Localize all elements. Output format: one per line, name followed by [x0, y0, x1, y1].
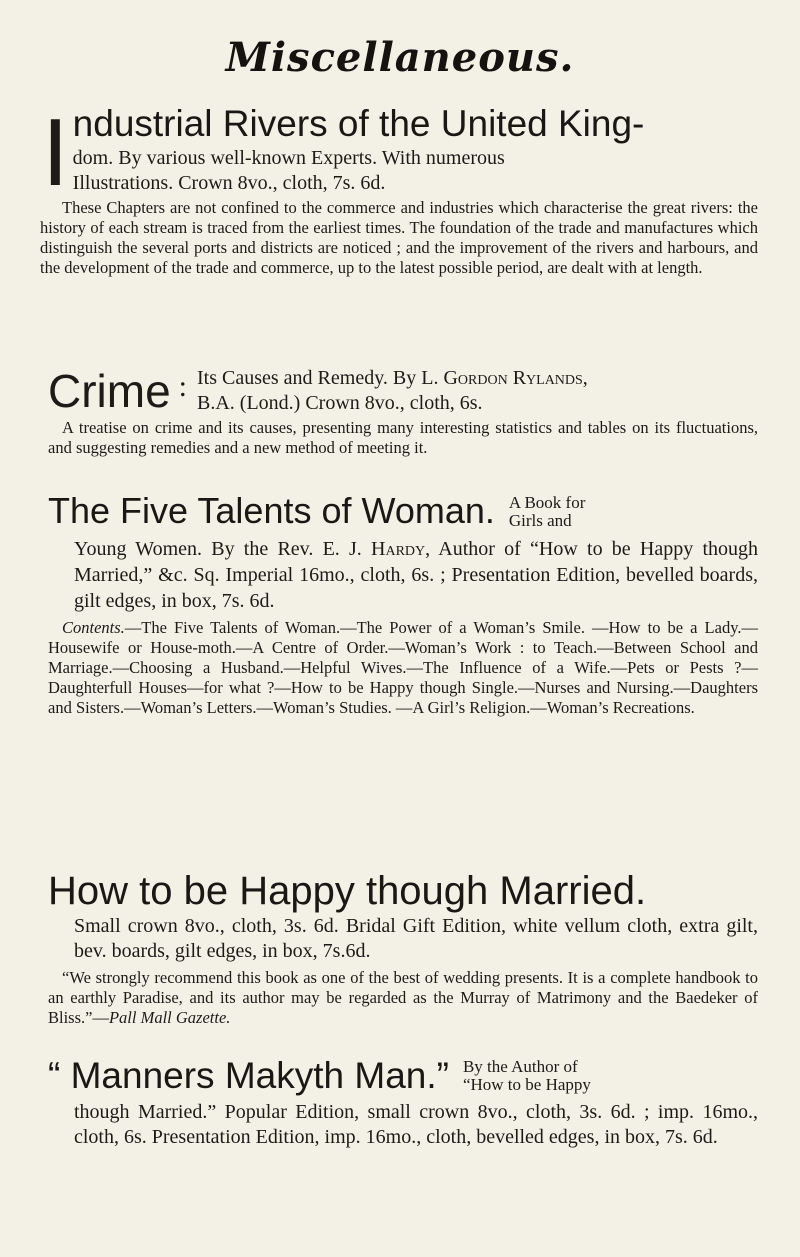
contents-label: Contents. [62, 618, 125, 637]
entry-five-talents [48, 490, 758, 718]
side-note: A Book for [508, 493, 586, 512]
entry-title: ndustrial Rivers of the United King- [72, 103, 645, 144]
review-quote: “We strongly recommend this book as one of the best of wedding presents. It is a complete handbook to an earthly Paradise, and its author may be regarded as the Murray of Matrimony and the Baedeker of Bliss.”— [48, 968, 758, 1027]
entry-body: though Married.” Popular Edition, small crown 8vo., cloth, 3s. 6d. ; imp. 16mo., cloth, 6s. Presentation Edition, imp. 16mo., cloth, bevelled edges, in box, 7s. 6d. [74, 1101, 758, 1148]
entry-manners-makyth-man [48, 1054, 758, 1150]
drop-cap: I [42, 99, 69, 206]
entry-title: How to be Happy though Married. [48, 869, 647, 913]
entry-line: B.A. (Lond.) Crown 8vo., cloth, 6s. [197, 392, 483, 414]
section-heading: Miscellaneous. [225, 34, 575, 81]
title-colon: : [178, 370, 188, 403]
entry-body: Small crown 8vo., cloth, 3s. 6d. Bridal Gift Edition, white vellum cloth, extra gilt, bev. boards, gilt edges, in box, 7s.6d. [74, 915, 758, 962]
entry-body: Author of “How to be Happy though Married,” &c. Sq. Imperial 16mo., cloth, 6s. ; Presentation Edition, bevelled boards, gilt edges, in box, 7s. 6d. [74, 538, 758, 612]
entry-line: Its Causes and Remedy. By L. [197, 367, 444, 389]
entry-title: Crime [48, 365, 171, 417]
contents-list: —The Five Talents of Woman.—The Power of a Woman’s Smile. —How to be a Lady.—Housewife or House-moth.—A Centre of Order.—Woman’s Work : to Teach.—Between School and Marriage.—Choosing a Husband.—Helpful Wives.—The Influence of a Wife.—Pets or Pests ?—Daughterfull Houses—for what ?—How to be Happy though Single.—Nurses and Nursing.—Daughters and Sisters.—Woman’s Letters.—Woman’s Studies. —A Girl’s Religion.—Woman’s Recreations. [48, 618, 758, 717]
entry-industrial-rivers [40, 99, 758, 278]
author-name: Hardy, [371, 538, 431, 560]
entry-line: Illustrations. Crown 8vo., cloth, 7s. 6d. [72, 172, 386, 194]
entry-description: A treatise on crime and its causes, presenting many interesting statistics and tables on its fluctuations, and suggesting remedies and a new method of meeting it. [48, 418, 758, 457]
entry-description: These Chapters are not confined to the commerce and industries which characterise the great rivers: the history of each stream is traced from the earliest times. The foundation of the trade and manufactures which distinguish the several ports and districts are noticed ; and the improvement of the rivers and harbours, and the development of the trade and commerce, up to the latest possible period, are dealt with at length. [40, 198, 758, 277]
entry-title: The Five Talents of Woman. [48, 490, 495, 531]
author-name: Gordon Rylands, [443, 367, 588, 389]
entry-crime [48, 366, 758, 458]
side-note: “How to be Happy [462, 1075, 591, 1094]
entry-title: “ Manners Makyth Man.” [48, 1055, 449, 1096]
entry-happy-married [48, 868, 758, 1028]
side-note: Girls and [508, 511, 572, 530]
entry-body: Young Women. By the Rev. E. J. [74, 538, 372, 560]
entry-line: dom. By various well-known Experts. With numerous [72, 147, 505, 169]
side-note: By the Author of [462, 1057, 578, 1076]
review-source: Pall Mall Gazette. [108, 1008, 231, 1027]
